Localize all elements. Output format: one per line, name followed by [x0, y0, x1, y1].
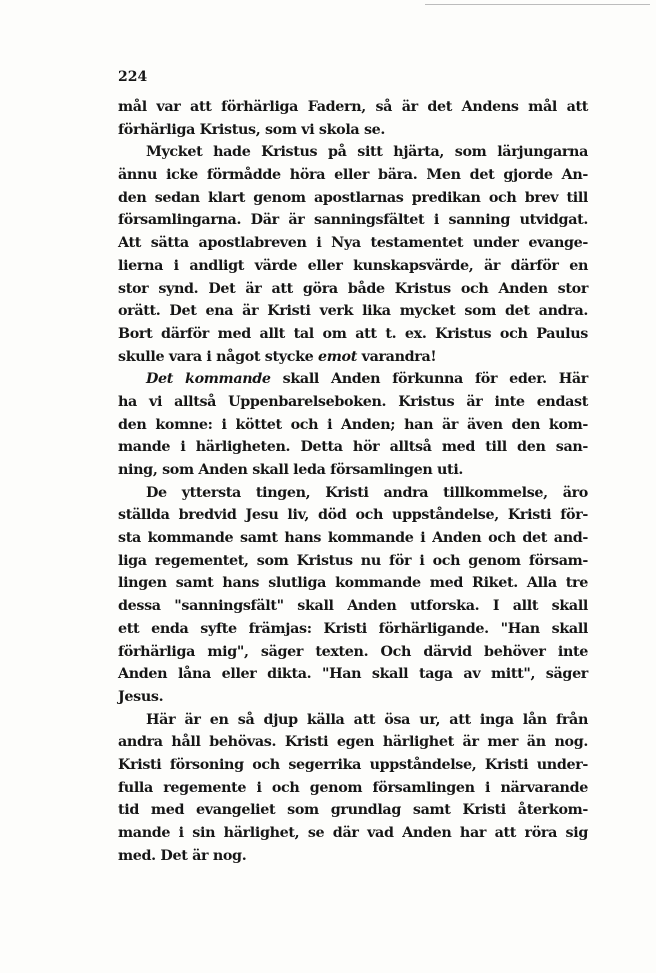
text-line: De yttersta tingen, Kristi andra tillkommelse, äro — [146, 484, 588, 501]
text-line: förhärliga mig", säger texten. Och därvid behöver inte — [118, 643, 588, 660]
text-line: ännu icke förmådde höra eller bära. Men det gjorde An- — [118, 167, 588, 184]
emphasized-text: Det kommande — [146, 371, 271, 388]
text-line: fulla regemente i och genom församlingen i närvarande — [118, 779, 588, 796]
text-line: Mycket hade Kristus på sitt hjärta, som lärjungarna — [146, 144, 588, 161]
text-line: mande i härligheten. Detta hör alltså med till den san- — [118, 439, 588, 456]
text-line: stor synd. Det är att göra både Kristus och Anden stor — [118, 280, 588, 297]
text-line: ställda bredvid Jesu liv, död och uppståndelse, Kristi för- — [118, 507, 588, 524]
text-line: tid med evangeliet som grundlag samt Kristi återkom- — [118, 802, 588, 819]
text-line: liga regementet, som Kristus nu för i och genom försam- — [118, 552, 588, 569]
text-line: ning, som Anden skall leda församlingen uti. — [118, 462, 464, 478]
text-span: skall Anden förkunna för eder. Här — [270, 371, 588, 388]
text-line: Anden låna eller dikta. "Han skall taga av mitt", säger — [118, 666, 588, 683]
text-line: dessa "sanningsfält" skall Anden utforska. I allt skall — [118, 598, 588, 615]
text-span: skulle vara i något stycke — [118, 348, 319, 365]
body-text — [118, 96, 588, 867]
text-line: ett enda syfte främjas: Kristi förhärligande. "Han skall — [118, 620, 588, 637]
text-line: Att sätta apostlabreven i Nya testamentet under evange- — [118, 235, 588, 252]
text-line: mande i sin härlighet, se där vad Anden har att röra sig — [118, 825, 588, 841]
text-line: lingen samt hans slutliga kommande med Riket. Alla tre — [118, 575, 588, 592]
text-line: Jesus. — [118, 688, 164, 705]
text-line: orätt. Det ena är Kristi verk lika mycket som det andra. — [118, 303, 588, 320]
text-line: den sedan klart genom apostlarnas predikan och brev till — [118, 189, 588, 206]
top-edge-line — [425, 4, 650, 5]
text-line: förhärliga Kristus, som vi skola se. — [118, 121, 386, 138]
page-number: 224 — [118, 69, 148, 85]
text-line: ha vi alltså Uppenbarelseboken. Kristus är inte endast — [118, 393, 588, 410]
text-line — [118, 346, 588, 369]
text-span: varandra! — [356, 348, 437, 365]
text-line: Här är en så djup källa att ösa ur, att inga lån från — [146, 711, 588, 728]
text-line: sta kommande samt hans kommande i Anden och det and- — [118, 530, 588, 547]
text-line: församlingarna. Där är sanningsfältet i sanning utvidgat. — [118, 212, 588, 229]
text-line — [118, 368, 588, 391]
text-line: den komne: i köttet och i Anden; han är även den kom- — [118, 416, 588, 433]
emphasized-text: emot — [318, 348, 357, 365]
text-line: andra håll behövas. Kristi egen härlighet är mer än nog. — [118, 734, 588, 751]
text-line: Kristi försoning och segerrika uppståndelse, Kristi under- — [118, 756, 588, 773]
text-line: mål var att förhärliga Fadern, så är det Andens mål att — [118, 99, 588, 115]
text-line: lierna i andligt värde eller kunskapsvärde, är därför en — [118, 257, 588, 274]
text-line: med. Det är nog. — [118, 847, 247, 864]
text-line: Bort därför med allt tal om att t. ex. Kristus och Paulus — [118, 325, 588, 342]
